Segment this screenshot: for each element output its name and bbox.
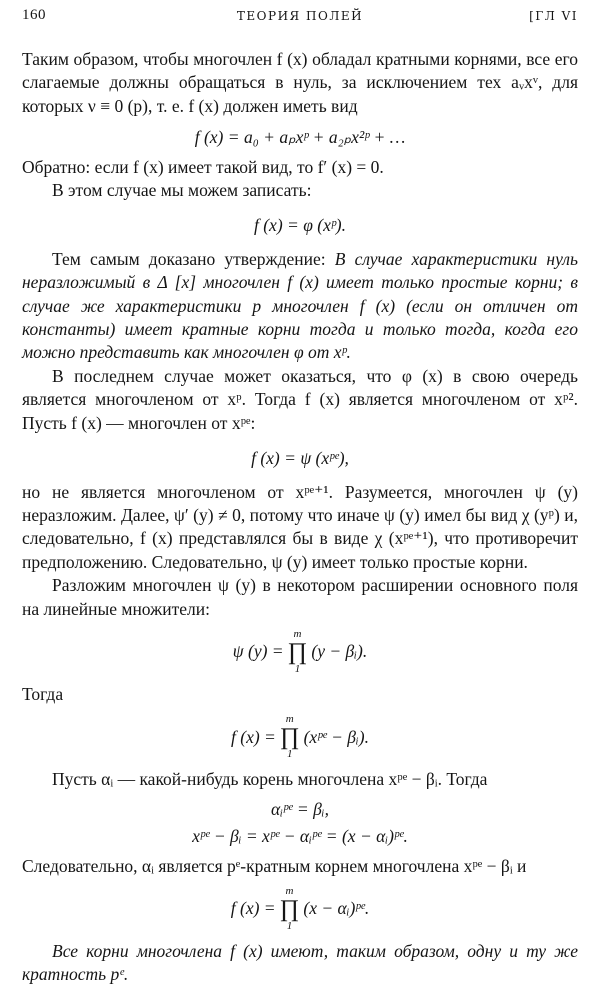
equation: f (x) = φ (xᵖ). xyxy=(253,215,347,236)
equation: f (x) = a₀ + aₚxᵖ + a₂ₚx²ᵖ + … xyxy=(194,127,406,148)
product-upper-limit: m xyxy=(285,713,294,726)
product-upper-limit: m xyxy=(285,884,294,897)
product-sign: ∏ xyxy=(287,638,308,665)
product-symbol xyxy=(280,886,300,932)
equation-right: (y − βᵢ). xyxy=(311,641,368,662)
theorem-intro: Тем самым доказано утверждение: xyxy=(52,248,335,269)
paragraph: Таким образом, чтобы многочлен f (x) обладал кратными корнями, все его слагаемые должны обращаться в нуль, за исключением тех aᵥxᵛ, для которых ν ≡ 0 (p), т. е. f (x) должен иметь вид xyxy=(22,49,578,116)
paragraph: Обратно: если f (x) имеет такой вид, то f′ (x) = 0. xyxy=(22,156,384,177)
equation-left: f (x) = xyxy=(230,898,276,919)
product-sign: ∏ xyxy=(279,724,300,751)
product-lower-limit: 1 xyxy=(294,662,301,675)
concluding-statement: Все корни многочлена f (x) имеют, таким образом, одну и ту же кратность pᵉ. xyxy=(22,940,578,985)
page-body xyxy=(22,48,578,987)
product-upper-limit: m xyxy=(293,627,302,640)
product-equation xyxy=(22,629,578,675)
product-symbol xyxy=(280,714,300,760)
product-equation xyxy=(22,886,578,932)
page-number: 160 xyxy=(22,7,46,23)
paragraph: В последнем случае может оказаться, что φ (x) в свою очередь является многочленом от xᵖ. Тогда f (x) является многочленом от xᵖ². Пусть f (x) — многочлен от xᵖᵉ: xyxy=(22,365,578,433)
equation-left: ψ (y) = xyxy=(232,641,284,662)
chapter-label: [ГЛ VI xyxy=(529,9,578,23)
equation-left: f (x) = xyxy=(231,726,276,747)
paragraph: Разложим многочлен ψ (y) в некотором расширении основного поля на линейные множители: xyxy=(22,575,578,619)
paragraph: Тогда xyxy=(22,683,64,704)
paragraph: но не является многочленом от xᵖᵉ⁺¹. Разумеется, многочлен ψ (y) неразложим. Далее, ψ′ (y) ≠ 0, потому что иначе ψ (y) имел бы вид χ (yᵖ) и, следовательно, f (x) представлялся бы в виде χ (xᵖᵉ⁺¹), что противоречит предположению. Следовательно, ψ (y) имеет только простые корни. xyxy=(22,481,578,572)
equation-right: (x − αᵢ)ᵖᵉ. xyxy=(303,898,370,919)
product-sign: ∏ xyxy=(279,895,300,922)
equation: αᵢᵖᵉ = βᵢ, xyxy=(271,798,329,819)
paragraph: Пусть αᵢ — какой-нибудь корень многочлена xᵖᵉ − βᵢ. Тогда xyxy=(52,769,488,790)
paragraph: Следовательно, αᵢ является pᵉ-кратным корнем многочлена xᵖᵉ − βᵢ и xyxy=(22,855,527,876)
equation: xᵖᵉ − βᵢ = xᵖᵉ − αᵢᵖᵉ = (x − αᵢ)ᵖᵉ. xyxy=(192,826,408,847)
product-symbol xyxy=(288,629,308,675)
product-equation xyxy=(22,714,578,760)
page-header xyxy=(22,7,578,31)
running-title: ТЕОРИЯ ПОЛЕЙ xyxy=(236,9,364,23)
equation-right: (xᵖᵉ − βᵢ). xyxy=(303,726,369,747)
theorem-paragraph xyxy=(22,248,578,365)
product-lower-limit: 1 xyxy=(286,919,293,932)
equation: f (x) = ψ (xᵖᵉ), xyxy=(251,448,349,469)
paragraph: В этом случае мы можем записать: xyxy=(52,180,312,201)
theorem-statement: В случае характеристики нуль неразложимый в Δ [x] многочлен f (x) имеет только простые корни; в случае же характеристики p многочлен f (x) (если он отличен от константы) имеет кратные корни тогда и только тогда, когда его можно представить как многочлен φ от xᵖ. xyxy=(22,248,579,363)
product-lower-limit: 1 xyxy=(286,748,293,761)
